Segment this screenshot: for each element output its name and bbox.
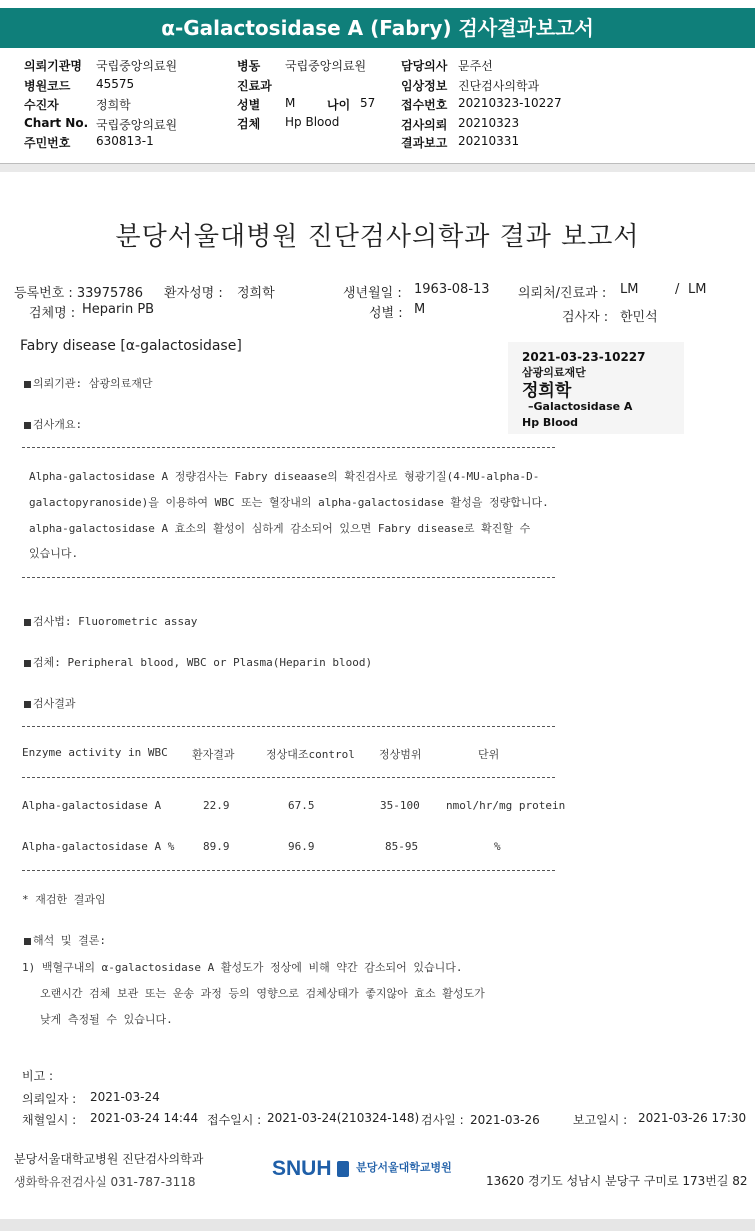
overview-line: 있습니다. [29, 547, 79, 560]
divider [22, 870, 555, 871]
institution-line [24, 375, 153, 391]
page-bottom [0, 1219, 755, 1231]
sex: M [414, 302, 426, 317]
table-cell: % [494, 840, 501, 853]
method-text: 검사법: Fluorometric assay [33, 615, 198, 628]
field-value: 진단검사의학과 [458, 79, 540, 93]
logo-mark-icon [337, 1161, 349, 1177]
specimen-label-stamp [508, 342, 684, 434]
bullet-square-icon [24, 660, 31, 667]
result-label: 검사결과 [33, 697, 76, 710]
table-cell: Alpha-galactosidase A [22, 799, 162, 812]
table-cell: 67.5 [288, 799, 315, 812]
field-value: 20210323 [458, 116, 520, 130]
bullet-square-icon [24, 701, 31, 708]
field-label: 나이 [327, 98, 351, 112]
hospital-address: 13620 경기도 성남시 분당구 구미로 173번길 82 [486, 1174, 748, 1188]
bullet-square-icon [24, 619, 31, 626]
divider [22, 577, 555, 578]
field-value: 20210323-10227 [458, 96, 562, 110]
specimen-label: 검체명 : [29, 306, 76, 321]
stamp-patient: 정희학 [522, 381, 572, 401]
overview-line: alpha-galactosidase A 효소의 활성이 심하게 감소되어 있으면 Fabry disease로 확진할 수 [29, 522, 531, 535]
interpretation-heading [24, 932, 106, 948]
sex-label: 성별 : [369, 306, 403, 321]
lab-phone: 생화학유전검사실 031-787-3118 [14, 1175, 196, 1189]
table-cell: 85-95 [385, 840, 419, 853]
field-label: 임상정보 [401, 79, 448, 93]
field-value: 45575 [96, 77, 135, 91]
receipt-date-label: 접수일시 : [207, 1113, 262, 1127]
field-label: 결과보고 [401, 136, 448, 150]
field-value: 문주선 [458, 59, 493, 73]
header-row [401, 57, 493, 74]
specimen-name: Heparin PB [82, 302, 155, 317]
header-row [401, 116, 520, 133]
header-row [24, 96, 131, 113]
field-value: 국립중앙의료원 [96, 59, 178, 73]
interpretation-line: 1) 백혈구내의 α-galactosidase A 활성도가 정상에 비해 약간 감소되어 있습니다. [22, 961, 463, 974]
overview-heading [24, 416, 82, 432]
interpretation-line: 오랜시간 검체 보관 또는 운송 과정 등의 영향으로 검체상태가 좋지않아 효소 활성도가 [40, 987, 485, 1000]
field-label: 검사의뢰 [401, 118, 448, 132]
page-gap [0, 164, 755, 172]
table-header-cell: 환자결과 [192, 748, 235, 761]
field-label: 주민번호 [24, 136, 71, 150]
patient-name-label: 환자성명 : [164, 286, 223, 301]
dob-label: 생년월일 : [343, 286, 402, 301]
dept-2: LM [688, 282, 707, 297]
retest-note: * 재검한 결과임 [22, 893, 106, 906]
header-row [24, 134, 154, 151]
stamp-test: –Galactosidase A [528, 400, 633, 413]
table-cell: Alpha-galactosidase A % [22, 840, 175, 853]
table-cell: 89.9 [203, 840, 230, 853]
field-label: 접수번호 [401, 98, 448, 112]
test-date-label: 검사일 : [421, 1113, 464, 1127]
tester-name: 한민석 [620, 310, 658, 325]
table-cell: 22.9 [203, 799, 230, 812]
header-row [237, 96, 296, 113]
receipt-date: 2021-03-24(210324-148) [267, 1111, 420, 1125]
divider [22, 726, 555, 727]
dept-separator: / [675, 282, 680, 297]
dept-1: LM [620, 282, 639, 297]
patient-name: 정희학 [237, 286, 275, 301]
bullet-square-icon [24, 422, 31, 429]
field-label: 검체 [237, 117, 261, 131]
snuh-logo [272, 1157, 452, 1183]
table-header-cell: 정상대조control [266, 748, 355, 761]
field-value: 20210331 [458, 134, 520, 148]
request-date-label: 의뢰일자 : [22, 1092, 77, 1106]
header-row [237, 77, 272, 94]
field-label: 성별 [237, 98, 261, 112]
institution-text: 의뢰기관: 삼광의료재단 [33, 377, 153, 390]
interpretation-line: 낮게 측정될 수 있습니다. [40, 1013, 173, 1026]
specimen-line [24, 654, 372, 670]
method-line [24, 613, 197, 629]
divider [22, 777, 555, 778]
stamp-institution: 삼광의료재단 [522, 366, 586, 379]
field-label: 의뢰기관명 [24, 59, 82, 73]
table-header-cell: 정상범위 [379, 748, 422, 761]
header-row [401, 77, 540, 94]
header-row [237, 57, 367, 74]
specimen-text: 검체: Peripheral blood, WBC or Plasma(Heparin blood) [33, 656, 373, 669]
header-row [24, 57, 178, 74]
table-cell: 96.9 [288, 840, 315, 853]
interpretation-label: 해석 및 결론: [33, 934, 106, 947]
logo-subtext: 분당서울대학교병원 [356, 1161, 452, 1174]
field-value: 국립중앙의료원 [96, 118, 178, 132]
header-row [401, 134, 520, 151]
age-row [327, 96, 376, 113]
stamp-specimen: Hp Blood [522, 416, 579, 429]
header-row [24, 77, 135, 94]
field-value: 정희학 [96, 98, 131, 112]
field-label: 진료과 [237, 79, 272, 93]
table-header-cell: Enzyme activity in WBC [22, 746, 168, 759]
draw-date-label: 채혈일시 : [22, 1113, 77, 1127]
table-cell: 35-100 [380, 799, 420, 812]
result-heading [24, 695, 76, 711]
draw-date: 2021-03-24 14:44 [90, 1111, 199, 1125]
field-value: 630813-1 [96, 134, 154, 148]
stamp-accession: 2021-03-23-10227 [522, 350, 646, 364]
field-value: 국립중앙의료원 [285, 59, 367, 73]
overview-line: galactopyranoside)을 이용하여 WBC 또는 혈장내의 alpha-galactosidase 활성을 정량합니다. [29, 496, 549, 509]
report-title: 분당서울대병원 진단검사의학과 결과 보고서 [115, 222, 640, 252]
overview-label: 검사개요: [33, 418, 83, 431]
registration-number: 등록번호 : 33975786 [14, 286, 144, 301]
field-label: 병동 [237, 59, 261, 73]
field-label: 담당의사 [401, 59, 448, 73]
field-value: M [285, 96, 296, 110]
field-label: 수진자 [24, 98, 59, 112]
test-date: 2021-03-26 [470, 1113, 540, 1127]
dob: 1963-08-13 [414, 282, 490, 297]
field-value: Hp Blood [285, 115, 340, 129]
report-banner: α-Galactosidase A (Fabry) 검사결과보고서 [0, 8, 755, 48]
field-label: Chart No. [24, 116, 89, 130]
bullet-square-icon [24, 381, 31, 388]
field-value: 57 [360, 96, 376, 110]
table-header-cell: 단위 [478, 748, 500, 761]
header-row [401, 96, 562, 113]
logo-text: SNUH [272, 1157, 332, 1180]
table-cell: nmol/hr/mg protein [446, 799, 566, 812]
divider [22, 447, 555, 448]
header-row [237, 115, 340, 132]
field-label: 병원코드 [24, 79, 71, 93]
remark-label: 비고 : [22, 1069, 54, 1083]
tester-label: 검사자 : [562, 310, 609, 325]
overview-line: Alpha-galactosidase A 정량검사는 Fabry diseaase의 확진검사로 형광기질(4-MU-alpha-D- [29, 470, 540, 483]
report-date-label: 보고일시 : [573, 1113, 628, 1127]
report-date: 2021-03-26 17:30 [638, 1111, 747, 1125]
bullet-square-icon [24, 938, 31, 945]
test-title: Fabry disease [α-galactosidase] [20, 338, 242, 354]
request-date: 2021-03-24 [90, 1090, 160, 1104]
dept-label: 의뢰처/진료과 : [518, 286, 607, 301]
hospital-department: 분당서울대학교병원 진단검사의학과 [14, 1152, 204, 1166]
header-row [24, 116, 178, 132]
